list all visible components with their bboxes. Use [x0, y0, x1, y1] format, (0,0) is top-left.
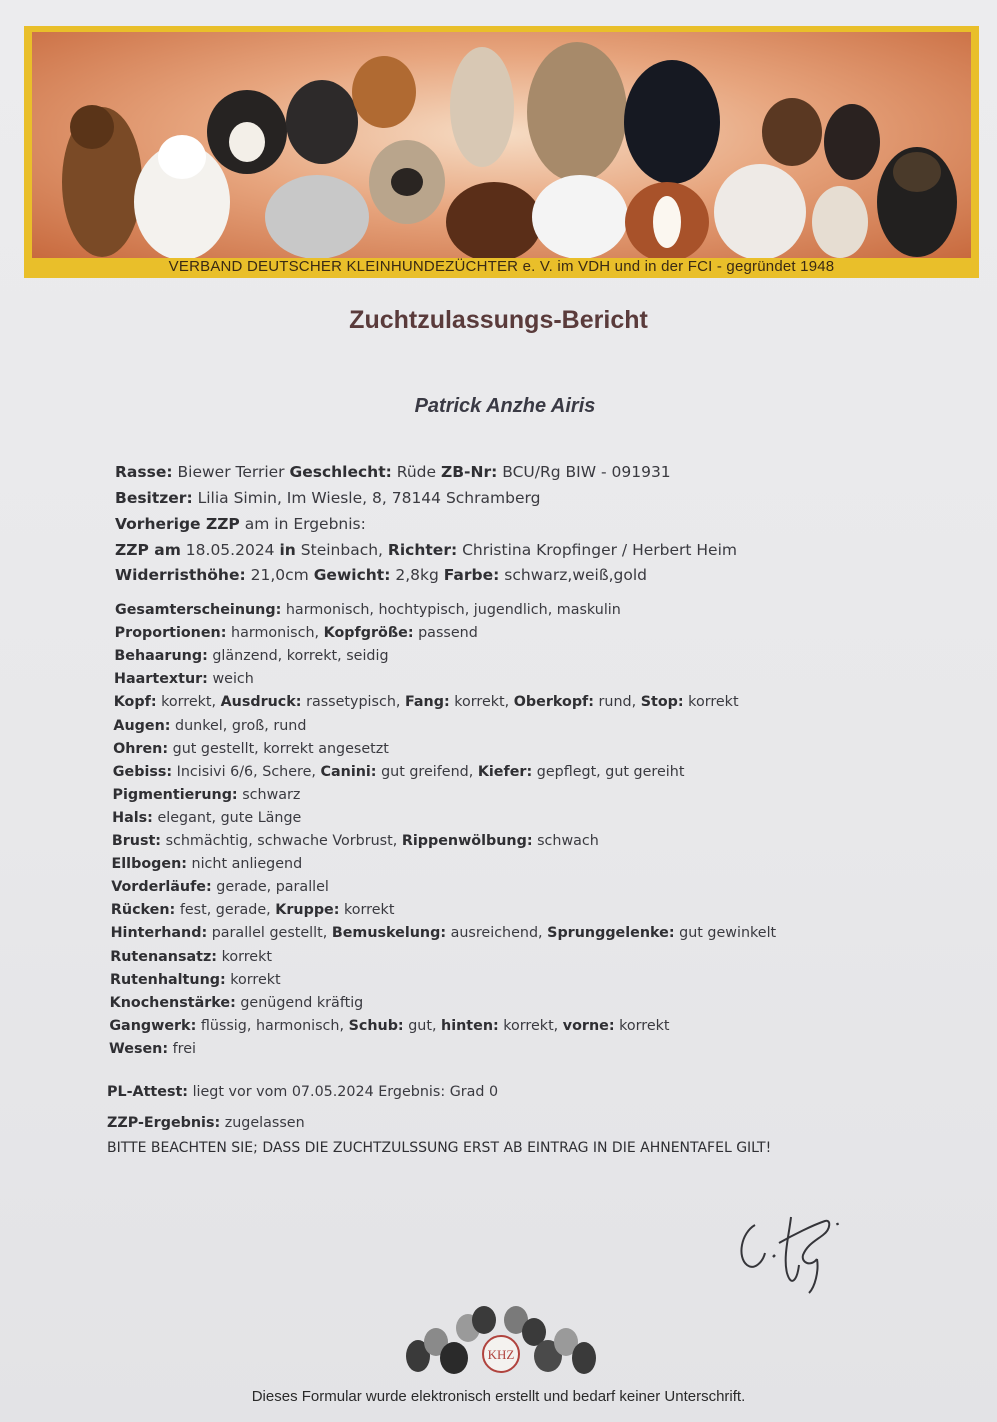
assessment-value: frei — [172, 1040, 196, 1057]
assessment-value: rassetypisch, — [306, 694, 401, 711]
footer-note: Dieses Formular wurde elektronisch erstellt und bedarf keiner Unterschrift. — [251, 1388, 746, 1405]
assessment-value: nicht anliegend — [191, 856, 303, 873]
assessment-line — [111, 925, 777, 941]
assessment-label: Ausdruck: — [220, 694, 302, 711]
dog-name: Patrick Anzhe Airis — [414, 395, 596, 417]
assessment-value: fest, gerade, — [179, 902, 271, 919]
label: Widerristhöhe: — [115, 566, 246, 584]
assessment-value: Incisivi 6/6, Schere, — [176, 763, 316, 780]
association-logo — [396, 1298, 606, 1380]
zzp-location: Steinbach, — [300, 541, 383, 559]
assessment-label: Hinterhand: — [110, 925, 208, 942]
assessment-line — [111, 902, 395, 918]
assessment-label: Wesen: — [109, 1040, 169, 1057]
assessment-value: korrekt — [344, 902, 395, 919]
assessment-value: dunkel, groß, rund — [175, 717, 307, 734]
color-value: schwarz,weiß,gold — [504, 566, 647, 584]
assessment-label: hinten: — [441, 1017, 499, 1034]
logo-text: KHZ — [487, 1347, 515, 1362]
assessment-value: elegant, gute Länge — [157, 809, 302, 826]
assessment-value: rund, — [598, 694, 637, 711]
label: Geschlecht: — [289, 463, 392, 481]
assessment-label: Hals: — [112, 809, 153, 826]
measurements-line — [115, 566, 647, 584]
assessment-value: korrekt — [688, 694, 739, 711]
assessment-line — [110, 972, 281, 988]
assessment-label: Bemuskelung: — [331, 925, 447, 942]
report-title: Zuchtzulassungs-Bericht — [349, 306, 648, 334]
assessment-line — [115, 602, 621, 618]
assessment-value: weich — [212, 671, 254, 688]
assessment-line — [113, 764, 685, 780]
signature — [733, 1195, 853, 1295]
assessment-label: Kiefer: — [477, 763, 533, 780]
assessment-label: Fang: — [404, 694, 450, 711]
assessment-line — [110, 949, 272, 965]
assessment-line — [112, 787, 300, 803]
assessment-label: Kruppe: — [275, 902, 340, 919]
assessment-value: korrekt, — [454, 694, 510, 711]
assessment-label: Ohren: — [113, 740, 169, 757]
assessment-value: harmonisch, — [231, 625, 320, 642]
assessment-value: korrekt, — [161, 694, 217, 711]
height-value: 21,0cm — [250, 566, 309, 584]
assessment-value: gut greifend, — [381, 763, 474, 780]
assessment-label: Haartextur: — [114, 671, 208, 688]
label: PL-Attest: — [107, 1084, 189, 1100]
weight-value: 2,8kg — [395, 566, 439, 584]
assessment-line — [113, 741, 389, 757]
assessment-value: gut gestellt, korrekt angesetzt — [172, 740, 389, 757]
pl-attest-value: liegt vor vom 07.05.2024 Ergebnis: Grad 0 — [192, 1084, 499, 1100]
assessment-value: gepflegt, gut gereiht — [536, 763, 685, 780]
assessment-line — [109, 1018, 669, 1034]
assessment-label: Vorderläufe: — [111, 879, 212, 896]
assessment-value: parallel gestellt, — [211, 925, 328, 942]
assessment-line — [113, 718, 306, 734]
assessment-label: Gesamterscheinung: — [115, 602, 282, 618]
assessment-label: Proportionen: — [114, 625, 227, 642]
assessment-value: gerade, parallel — [216, 879, 329, 896]
assessment-value: schmächtig, schwache Vorbrust, — [165, 833, 398, 849]
owner-line — [115, 489, 540, 507]
assessment-value: schwach — [537, 833, 599, 849]
assessment-value: flüssig, harmonisch, — [200, 1017, 345, 1034]
assessment-line — [114, 648, 388, 664]
pl-attest-line — [107, 1084, 498, 1100]
assessment-label: Brust: — [111, 833, 162, 849]
breed-line — [115, 463, 671, 481]
result-value: zugelassen — [224, 1115, 305, 1131]
assessment-label: Augen: — [113, 717, 171, 734]
label: in — [279, 541, 296, 559]
assessment-label: Rutenhaltung: — [109, 971, 226, 988]
assessment-label: Kopf: — [113, 694, 157, 711]
label: Farbe: — [443, 566, 500, 584]
assessment-line — [114, 671, 254, 687]
assessment-value: gut, — [408, 1017, 437, 1034]
assessment-label: Behaarung: — [114, 648, 208, 665]
assessment-label: Kopfgröße: — [323, 625, 414, 642]
label: Gewicht: — [313, 566, 391, 584]
assessment-label: Gangwerk: — [109, 1017, 197, 1034]
assessment-value: korrekt — [230, 971, 281, 988]
assessment-label: Pigmentierung: — [112, 786, 238, 803]
dog-breeds-photo — [32, 32, 971, 258]
assessment-line — [112, 810, 301, 826]
assessment-value: korrekt — [221, 948, 272, 965]
assessment-value: korrekt, — [503, 1017, 559, 1034]
assessment-label: Rippenwölbung: — [401, 833, 533, 849]
sex-value: Rüde — [396, 463, 437, 481]
assessment-label: Rücken: — [110, 902, 176, 919]
assessment-label: Oberkopf: — [513, 694, 594, 711]
header-banner — [24, 26, 979, 278]
notice-line: BITTE BEACHTEN SIE; DASS DIE ZUCHTZULSSUNG ERST AB EINTRAG IN DIE AHNENTAFEL GILT! — [107, 1140, 772, 1156]
assessment-line — [109, 1041, 196, 1057]
label: Richter: — [387, 541, 458, 559]
assessment-value: glänzend, korrekt, seidig — [212, 648, 389, 665]
assessment-value: korrekt — [619, 1017, 670, 1034]
assessment-label: Rutenansatz: — [110, 948, 218, 965]
label: Besitzer: — [115, 489, 193, 507]
assessment-line — [114, 694, 739, 710]
assessment-line — [111, 879, 329, 895]
assessment-value: ausreichend, — [450, 925, 543, 942]
assessment-line — [115, 625, 478, 641]
owner-value: Lilia Simin, Im Wiesle, 8, 78144 Schramberg — [197, 489, 541, 507]
assessment-line — [110, 995, 364, 1011]
breed-value: Biewer Terrier — [177, 463, 285, 481]
label: ZZP am — [115, 541, 181, 559]
registry-number: BCU/Rg BIW - 091931 — [502, 463, 671, 481]
judges-value: Christina Kropfinger / Herbert Heim — [462, 541, 737, 559]
assessment-label: Schub: — [348, 1017, 404, 1034]
assessment-label: Canini: — [320, 763, 377, 780]
result-line — [107, 1115, 305, 1131]
label: Rasse: — [115, 463, 173, 481]
label: Vorherige ZZP — [115, 515, 240, 533]
zzp-date-line — [115, 541, 737, 559]
assessment-label: Ellbogen: — [111, 856, 187, 873]
assessment-line — [112, 856, 303, 872]
assessment-value: gut gewinkelt — [679, 925, 777, 942]
assessment-value: genügend kräftig — [240, 994, 364, 1011]
assessment-label: vorne: — [562, 1017, 615, 1034]
association-caption: VERBAND DEUTSCHER KLEINHUNDEZÜCHTER e. V. im VDH und in der FCI - gegründet 1948 — [168, 258, 835, 275]
assessment-value: passend — [418, 625, 478, 642]
assessment-label: Gebiss: — [112, 763, 173, 780]
assessment-label: Sprunggelenke: — [547, 925, 675, 942]
assessment-label: Stop: — [640, 694, 684, 711]
previous-zzp-value: am in Ergebnis: — [244, 515, 366, 533]
assessment-value: harmonisch, hochtypisch, jugendlich, maskulin — [285, 602, 621, 618]
assessment-line — [112, 833, 599, 849]
label: ZB-Nr: — [440, 463, 498, 481]
assessment-label: Knochenstärke: — [109, 994, 236, 1011]
previous-zzp-line — [115, 515, 366, 533]
assessment-value: schwarz — [242, 786, 301, 803]
zzp-date: 18.05.2024 — [185, 541, 275, 559]
label: ZZP-Ergebnis: — [107, 1115, 221, 1131]
